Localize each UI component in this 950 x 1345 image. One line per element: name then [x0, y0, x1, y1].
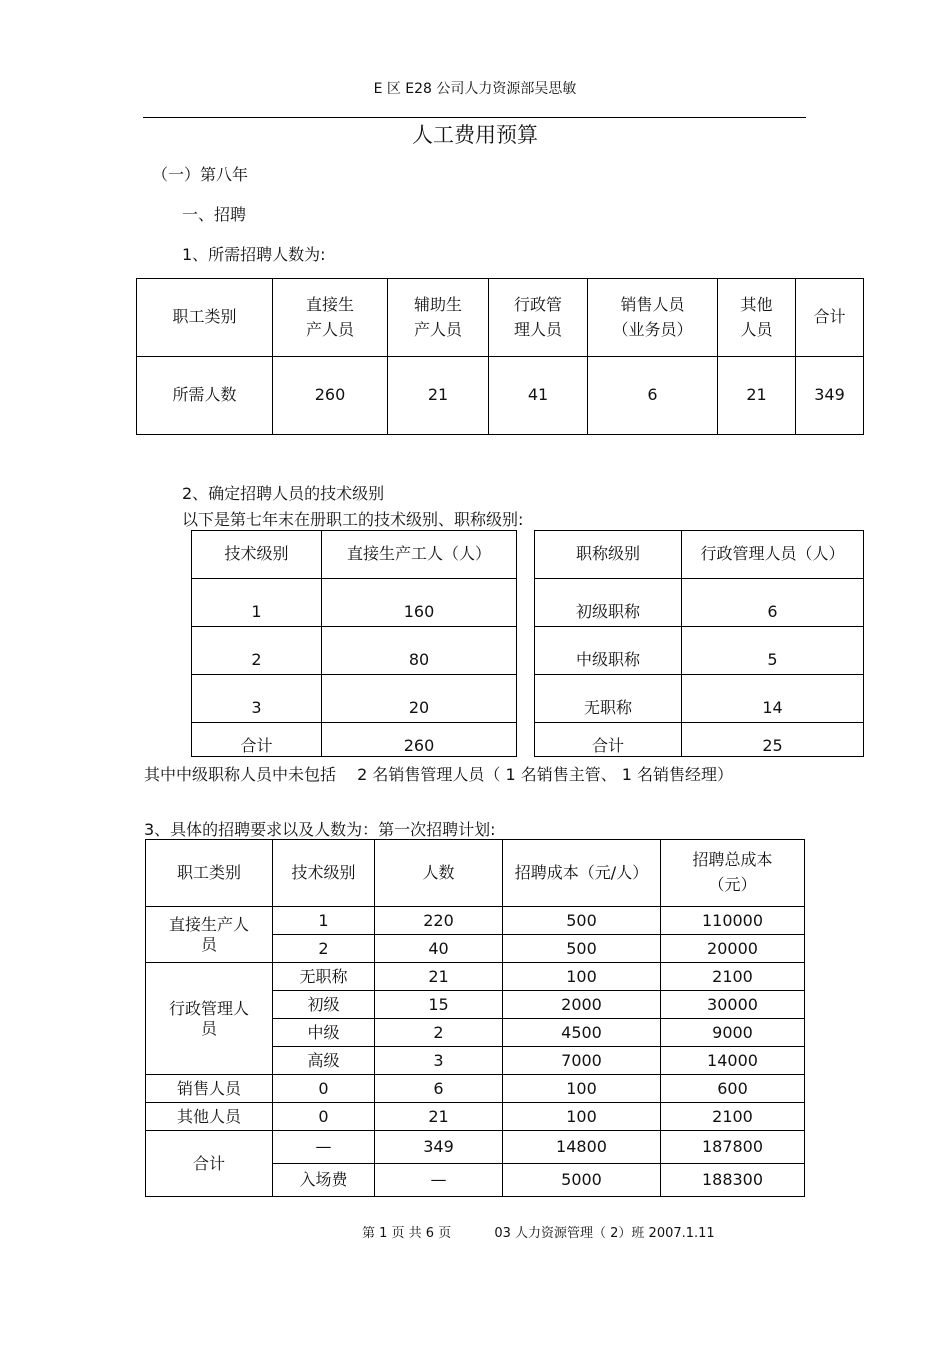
header-rule — [143, 117, 806, 118]
table-cell: 初级 — [273, 991, 375, 1019]
column-gap — [517, 675, 535, 723]
table-cell: 所需人数 — [137, 357, 273, 435]
column-gap — [517, 627, 535, 675]
table-cell: 20000 — [661, 935, 805, 963]
header-cell: 合计 — [796, 279, 864, 357]
group-cell-direct: 直接生产人 员 — [146, 907, 273, 963]
table-cell: 30000 — [661, 991, 805, 1019]
table-cell: 高级 — [273, 1047, 375, 1075]
table-row — [146, 1075, 805, 1103]
group-cell-admin: 行政管理人 员 — [146, 963, 273, 1075]
table-total-row — [192, 723, 864, 757]
header-cell: 职工类别 — [146, 840, 273, 907]
table-cell: 合计 — [535, 723, 682, 757]
table-cell: 中级 — [273, 1019, 375, 1047]
table-cell: 41 — [489, 357, 588, 435]
table-cell: 0 — [273, 1075, 375, 1103]
table-cell: 2 — [192, 627, 322, 675]
table-cell: 100 — [503, 1103, 661, 1131]
table-cell: 21 — [375, 963, 503, 991]
header-cell: 职工类别 — [137, 279, 273, 357]
table-cell: 2 — [273, 935, 375, 963]
table-cell: 3 — [375, 1047, 503, 1075]
table-cell: 0 — [273, 1103, 375, 1131]
table-cell: 3 — [192, 675, 322, 723]
header-cell: 销售人员 （业务员） — [588, 279, 718, 357]
table-cell: 5 — [682, 627, 864, 675]
table-cell: 1 — [192, 579, 322, 627]
item-1-heading: 1、所需招聘人数为: — [182, 245, 326, 264]
header-cell: 职称级别 — [535, 531, 682, 579]
recruit-plan-table — [145, 839, 805, 1197]
note-text: 其中中级职称人员中未包括 2 名销售管理人员（ 1 名销售主管、 1 名销售经理） — [144, 765, 734, 784]
table-cell: 7000 — [503, 1047, 661, 1075]
table-cell: 无职称 — [273, 963, 375, 991]
table-cell: 349 — [796, 357, 864, 435]
table-row — [146, 963, 805, 991]
table-row — [192, 675, 864, 723]
table-cell: 9000 — [661, 1019, 805, 1047]
table-cell: 110000 — [661, 907, 805, 935]
table-cell: 2100 — [661, 963, 805, 991]
item-3-heading: 3、具体的招聘要求以及人数为：第一次招聘计划: — [144, 820, 496, 839]
table-cell: 初级职称 — [535, 579, 682, 627]
table-cell: 80 — [322, 627, 517, 675]
table-cell: 2000 — [503, 991, 661, 1019]
table-cell: 220 — [375, 907, 503, 935]
header-cell: 技术级别 — [273, 840, 375, 907]
group-cell-other: 其他人员 — [146, 1103, 273, 1131]
table-row — [192, 627, 864, 675]
table-cell: 合计 — [192, 723, 322, 757]
table-cell: 187800 — [661, 1131, 805, 1164]
table-cell: 188300 — [661, 1164, 805, 1197]
table-cell: 500 — [503, 907, 661, 935]
table-cell: 无职称 — [535, 675, 682, 723]
table-row — [146, 1103, 805, 1131]
item-2-heading: 2、确定招聘人员的技术级别 — [182, 484, 385, 503]
table-cell: 349 — [375, 1131, 503, 1164]
table-cell: 600 — [661, 1075, 805, 1103]
header-cell: 招聘成本（元/人） — [503, 840, 661, 907]
item-2-description: 以下是第七年末在册职工的技术级别、职称级别: — [182, 510, 524, 529]
table-cell: 1 — [273, 907, 375, 935]
page-header: E 区 E28 公司人力资源部吴思敏 — [373, 81, 577, 97]
page-footer: 第 1 页 共 6 页 03 人力资源管理（ 2）班 2007.1.11 — [362, 1226, 715, 1241]
table-cell: 入场费 — [273, 1164, 375, 1197]
table-cell: 21 — [388, 357, 489, 435]
table-cell: 15 — [375, 991, 503, 1019]
table-cell: 2 — [375, 1019, 503, 1047]
table-cell: 中级职称 — [535, 627, 682, 675]
table-header-row — [146, 840, 805, 907]
subsection-recruit: 一、招聘 — [182, 205, 247, 224]
table-cell: 6 — [682, 579, 864, 627]
table-cell: — — [375, 1164, 503, 1197]
table-cell: 40 — [375, 935, 503, 963]
table-cell: 25 — [682, 723, 864, 757]
section-heading: （一）第八年 — [152, 165, 249, 184]
table-row — [192, 579, 864, 627]
group-cell-total: 合计 — [146, 1131, 273, 1197]
table-cell: 20 — [322, 675, 517, 723]
table-row — [137, 357, 864, 435]
header-cell: 行政管理人员（人） — [682, 531, 864, 579]
tech-level-table — [191, 530, 864, 757]
recruit-count-table — [136, 278, 864, 435]
table-cell: 5000 — [503, 1164, 661, 1197]
header-cell: 直接生产工人（人） — [322, 531, 517, 579]
table-cell: 260 — [273, 357, 388, 435]
group-cell-sales: 销售人员 — [146, 1075, 273, 1103]
table-row — [146, 907, 805, 935]
table-cell: 14 — [682, 675, 864, 723]
table-cell: 100 — [503, 1075, 661, 1103]
header-cell: 行政管 理人员 — [489, 279, 588, 357]
header-cell: 招聘总成本 （元） — [661, 840, 805, 907]
header-cell: 辅助生 产人员 — [388, 279, 489, 357]
header-cell: 直接生 产人员 — [273, 279, 388, 357]
table-cell: 6 — [375, 1075, 503, 1103]
table-cell: 2100 — [661, 1103, 805, 1131]
header-cell: 人数 — [375, 840, 503, 907]
header-cell: 其他 人员 — [718, 279, 796, 357]
table-cell: 4500 — [503, 1019, 661, 1047]
table-header-row — [192, 531, 864, 579]
table-cell: 21 — [375, 1103, 503, 1131]
table-cell: 14800 — [503, 1131, 661, 1164]
table-cell: 500 — [503, 935, 661, 963]
column-gap — [517, 531, 535, 579]
table-header-row — [137, 279, 864, 357]
column-gap — [517, 723, 535, 757]
table-cell: — — [273, 1131, 375, 1164]
table-cell: 21 — [718, 357, 796, 435]
page-title: 人工费用预算 — [412, 123, 538, 147]
table-total-row — [146, 1131, 805, 1164]
header-cell: 技术级别 — [192, 531, 322, 579]
table-cell: 260 — [322, 723, 517, 757]
table-cell: 160 — [322, 579, 517, 627]
table-cell: 6 — [588, 357, 718, 435]
table-cell: 100 — [503, 963, 661, 991]
column-gap — [517, 579, 535, 627]
table-cell: 14000 — [661, 1047, 805, 1075]
